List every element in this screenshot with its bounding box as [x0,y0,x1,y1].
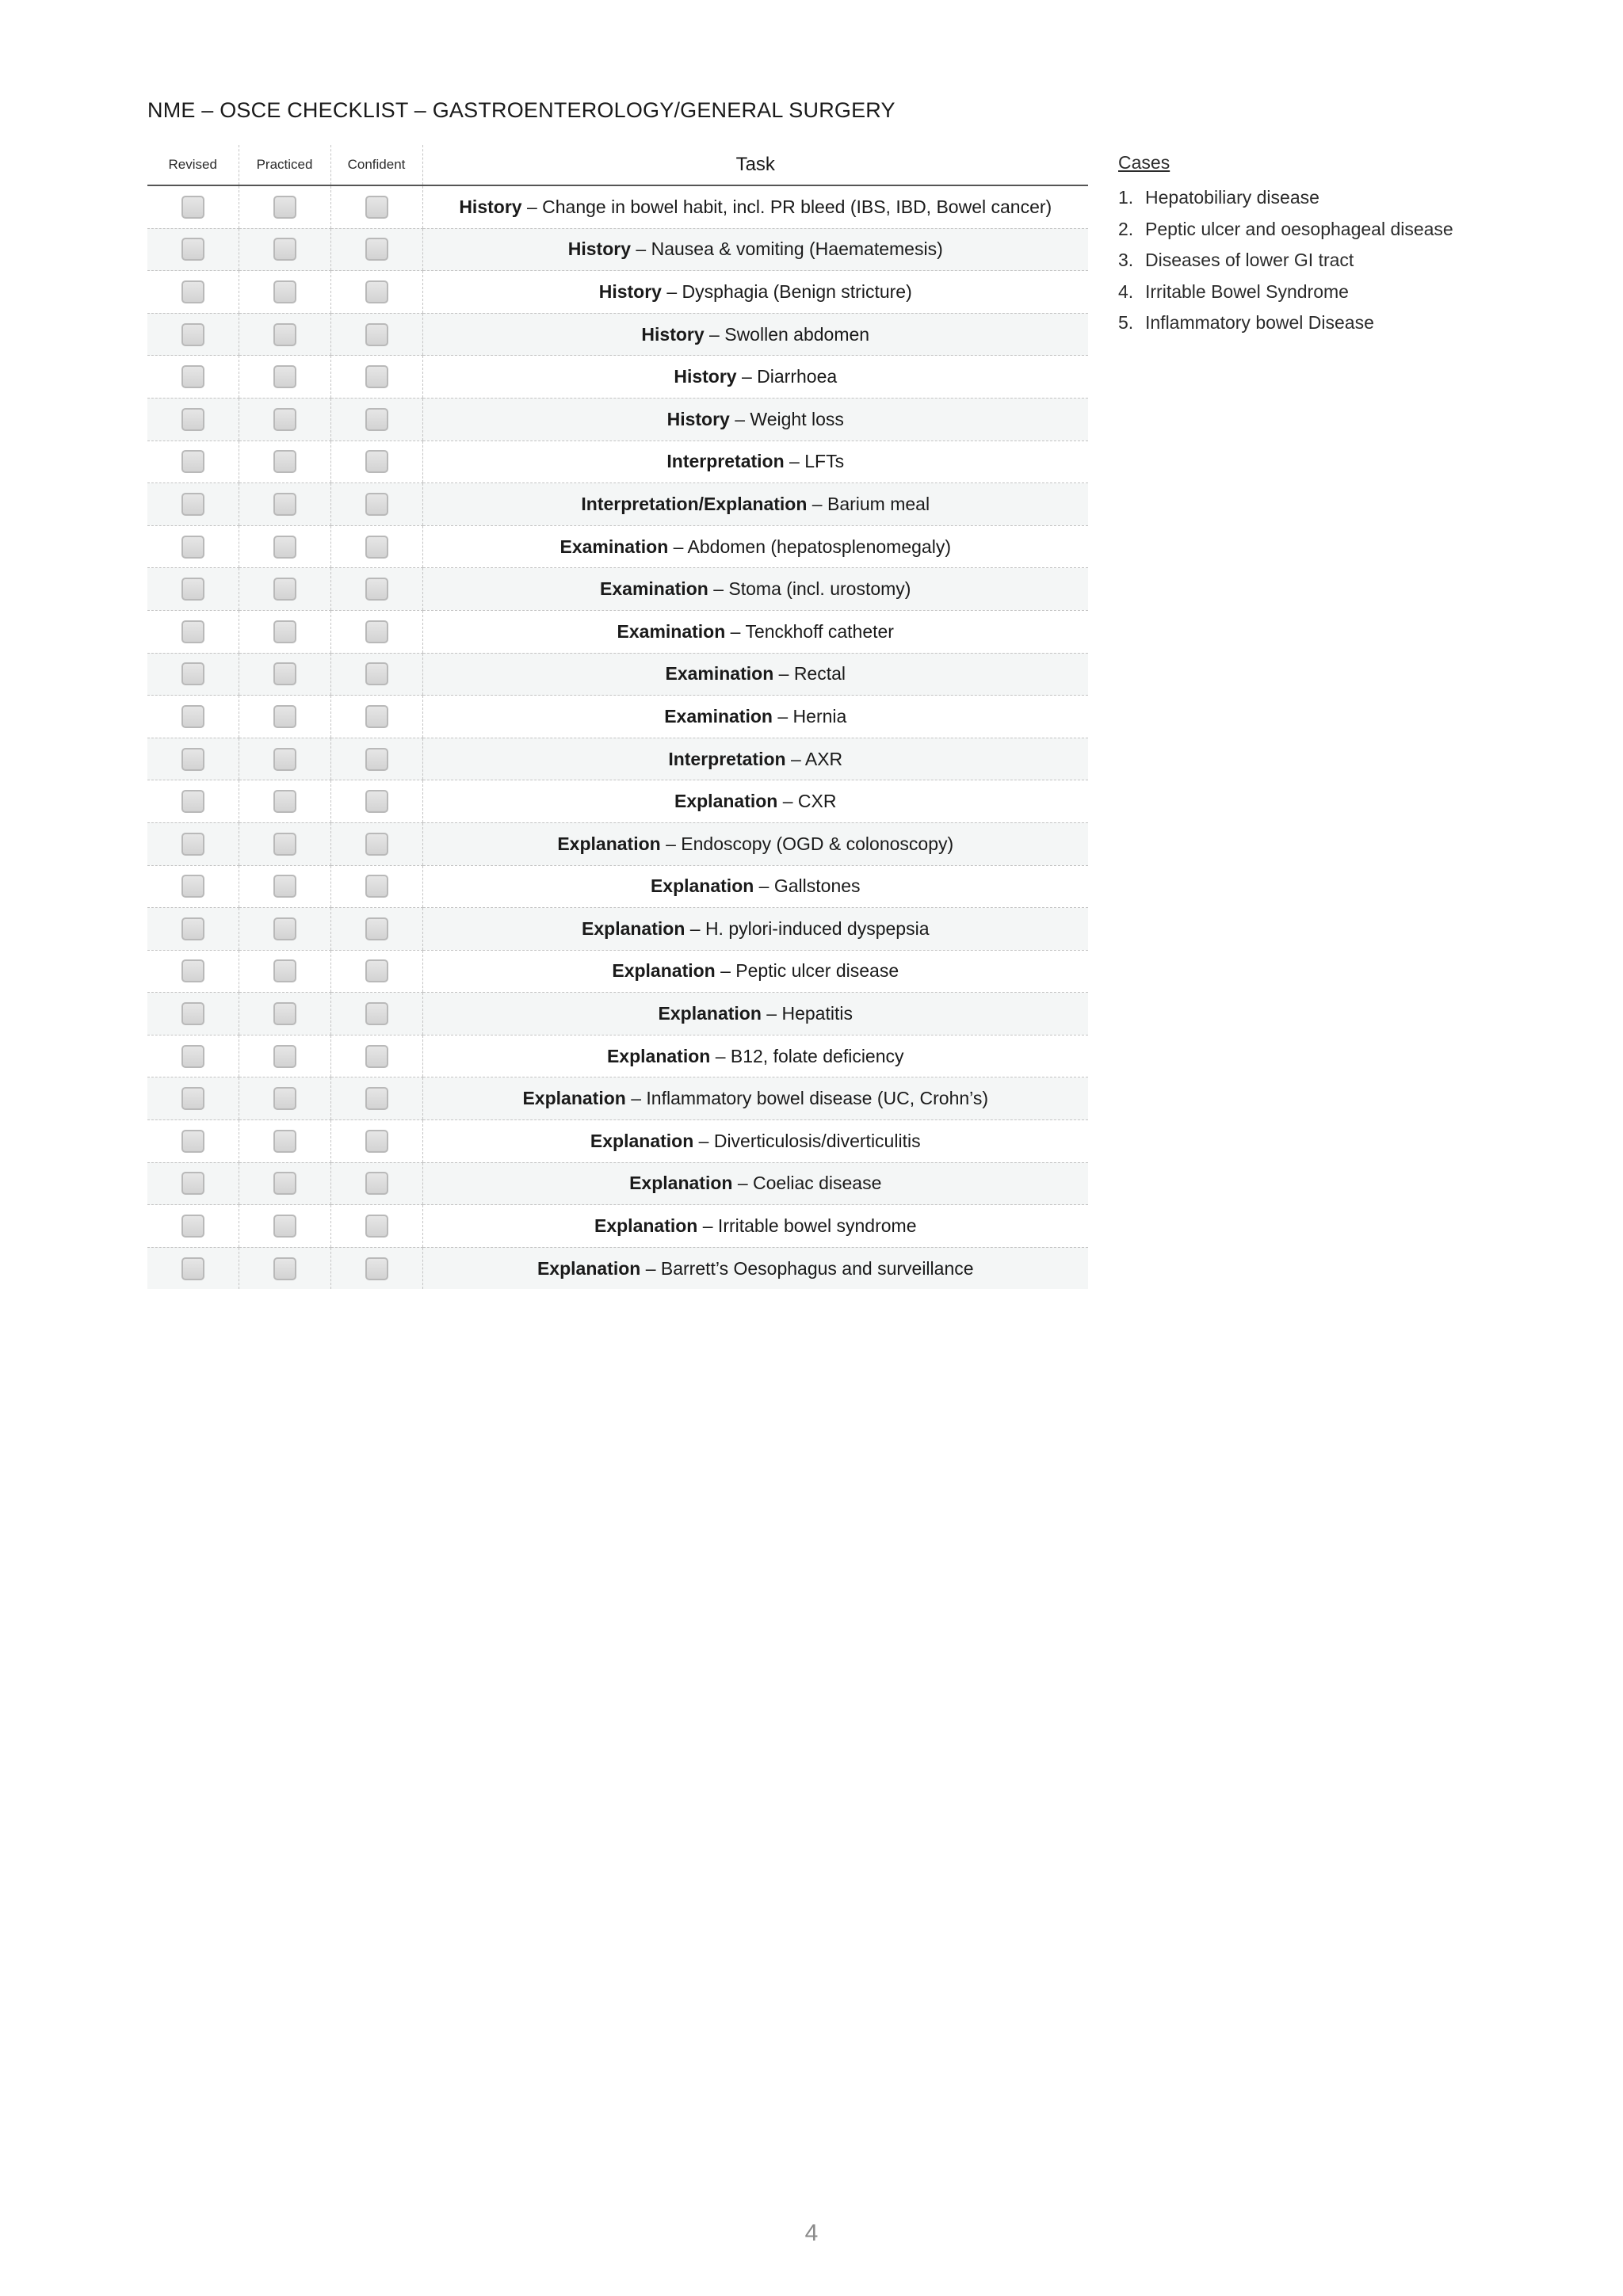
cell-revised [147,185,239,228]
table-row [147,780,1088,823]
task-detail: – Barrett’s Oesophagus and surveillance [640,1257,974,1279]
confident-checkbox[interactable] [365,196,388,219]
cases-panel [1118,152,1453,341]
task-detail: – Tenckhoff catheter [725,620,894,642]
task-category: Explanation [522,1088,626,1109]
cell-confident [330,993,422,1035]
revised-checkbox[interactable] [181,365,204,388]
cell-practiced [239,780,330,823]
case-label: Hepatobiliary disease [1145,187,1319,208]
cell-practiced [239,441,330,483]
task-cell [422,610,1088,653]
task-detail: – Change in bowel habit, incl. PR bleed (IBS, IBD, Bowel cancer) [521,196,1052,217]
task-detail: – Hernia [772,705,847,727]
cell-practiced [239,525,330,568]
task-cell [422,483,1088,526]
cell-revised [147,1035,239,1077]
cell-confident [330,271,422,314]
table-row [147,525,1088,568]
task-detail: – Inflammatory bowel disease (UC, Crohn’s) [625,1088,989,1109]
cell-revised [147,568,239,611]
table-row [147,1205,1088,1248]
case-label: Inflammatory bowel Disease [1145,312,1374,333]
cell-confident [330,483,422,526]
task-detail: – Nausea & vomiting (Haematemesis) [631,238,943,260]
task-cell [422,696,1088,738]
task-cell [422,780,1088,823]
revised-checkbox[interactable] [181,238,204,261]
task-category: Explanation [629,1173,733,1194]
cell-revised [147,398,239,441]
task-detail: – Barium meal [807,493,930,514]
cell-practiced [239,356,330,399]
practiced-checkbox[interactable] [273,959,296,982]
task-category: Explanation [658,1003,762,1024]
table-row [147,865,1088,908]
confident-checkbox[interactable] [365,450,388,473]
task-category: Explanation [590,1130,694,1151]
table-row [147,483,1088,526]
confident-checkbox[interactable] [365,238,388,261]
confident-checkbox[interactable] [365,1045,388,1068]
case-item [1118,279,1453,311]
task-detail: – LFTs [784,451,845,472]
cell-confident [330,1247,422,1289]
practiced-checkbox[interactable] [273,536,296,559]
task-cell [422,271,1088,314]
table-row [147,653,1088,696]
confident-checkbox[interactable] [365,1002,388,1025]
cell-revised [147,271,239,314]
confident-checkbox[interactable] [365,1215,388,1238]
cell-revised [147,780,239,823]
cell-revised [147,525,239,568]
practiced-checkbox[interactable] [273,662,296,685]
revised-checkbox[interactable] [181,1045,204,1068]
cell-confident [330,696,422,738]
confident-checkbox[interactable] [365,790,388,813]
table-row [147,228,1088,271]
confident-checkbox[interactable] [365,578,388,601]
confident-checkbox[interactable] [365,748,388,771]
task-detail: – Gallstones [754,875,861,897]
task-cell [422,993,1088,1035]
revised-checkbox[interactable] [181,1215,204,1238]
cell-revised [147,696,239,738]
confident-checkbox[interactable] [365,493,388,516]
practiced-checkbox[interactable] [273,1215,296,1238]
table-row [147,441,1088,483]
cell-practiced [239,568,330,611]
task-detail: – Irritable bowel syndrome [697,1215,917,1237]
table-row [147,822,1088,865]
cell-revised [147,610,239,653]
practiced-checkbox[interactable] [273,238,296,261]
practiced-checkbox[interactable] [273,875,296,898]
case-item [1118,216,1453,248]
case-label: Irritable Bowel Syndrome [1145,280,1349,302]
task-cell [422,908,1088,951]
cell-revised [147,1162,239,1205]
task-detail: – H. pylori-induced dyspepsia [685,917,930,939]
practiced-checkbox[interactable] [273,1130,296,1153]
cell-revised [147,822,239,865]
cell-practiced [239,738,330,780]
revised-checkbox[interactable] [181,705,204,728]
task-category: History [567,238,632,260]
table-row [147,271,1088,314]
task-category: Examination [559,536,669,557]
table-row [147,950,1088,993]
header-revised: Revised [147,145,239,185]
task-category: Examination [600,578,708,600]
cell-practiced [239,398,330,441]
page-title: NME – OSCE CHECKLIST – GASTROENTEROLOGY/GENERAL SURGERY [147,98,896,122]
task-cell [422,822,1088,865]
task-category: History [598,280,662,302]
practiced-checkbox[interactable] [273,705,296,728]
cell-revised [147,1247,239,1289]
practiced-checkbox[interactable] [273,748,296,771]
cell-revised [147,483,239,526]
practiced-checkbox[interactable] [273,493,296,516]
cell-revised [147,1120,239,1163]
cell-practiced [239,993,330,1035]
page-number: 4 [804,2220,819,2246]
practiced-checkbox[interactable] [273,196,296,219]
cell-confident [330,228,422,271]
cell-confident [330,313,422,356]
revised-checkbox[interactable] [181,578,204,601]
cell-practiced [239,313,330,356]
confident-checkbox[interactable] [365,365,388,388]
task-detail: – Endoscopy (OGD & colonoscopy) [660,833,954,854]
revised-checkbox[interactable] [181,450,204,473]
confident-checkbox[interactable] [365,280,388,303]
table-header-row [147,145,1088,185]
cell-practiced [239,908,330,951]
practiced-checkbox[interactable] [273,323,296,346]
cell-confident [330,356,422,399]
task-cell [422,1035,1088,1077]
cell-practiced [239,1120,330,1163]
cell-confident [330,568,422,611]
task-cell [422,185,1088,228]
cell-confident [330,1035,422,1077]
revised-checkbox[interactable] [181,748,204,771]
task-cell [422,356,1088,399]
cell-practiced [239,271,330,314]
task-detail: – CXR [777,791,837,812]
task-category: History [459,196,522,217]
table-row [147,1077,1088,1120]
revised-checkbox[interactable] [181,323,204,346]
cell-practiced [239,865,330,908]
cell-practiced [239,950,330,993]
case-number: 3. [1118,250,1134,270]
practiced-checkbox[interactable] [273,578,296,601]
cell-confident [330,865,422,908]
task-category: Examination [665,663,774,685]
task-cell [422,525,1088,568]
practiced-checkbox[interactable] [273,1002,296,1025]
table-row [147,908,1088,951]
table-row [147,356,1088,399]
task-detail: – Swollen abdomen [704,323,870,345]
practiced-checkbox[interactable] [273,1257,296,1280]
cell-revised [147,313,239,356]
task-category: Explanation [537,1257,641,1279]
cell-confident [330,950,422,993]
cell-revised [147,738,239,780]
confident-checkbox[interactable] [365,323,388,346]
table-row [147,1247,1088,1289]
revised-checkbox[interactable] [181,408,204,431]
cell-confident [330,185,422,228]
cell-revised [147,356,239,399]
confident-checkbox[interactable] [365,1257,388,1280]
task-detail: – Abdomen (hepatosplenomegaly) [668,536,951,557]
cell-practiced [239,1035,330,1077]
task-category: Explanation [557,833,661,854]
practiced-checkbox[interactable] [273,1045,296,1068]
task-category: History [641,323,705,345]
practiced-checkbox[interactable] [273,1172,296,1195]
revised-checkbox[interactable] [181,280,204,303]
case-item [1118,247,1453,279]
practiced-checkbox[interactable] [273,1087,296,1110]
task-category: Interpretation/Explanation [581,493,808,514]
cell-practiced [239,483,330,526]
task-detail: – Diarrhoea [736,366,838,387]
task-cell [422,1205,1088,1248]
confident-checkbox[interactable] [365,705,388,728]
case-label: Peptic ulcer and oesophageal disease [1145,218,1453,239]
cell-revised [147,1205,239,1248]
task-detail: – Weight loss [729,408,844,429]
revised-checkbox[interactable] [181,1172,204,1195]
table-row [147,185,1088,228]
task-cell [422,950,1088,993]
table-row [147,696,1088,738]
task-category: History [666,408,730,429]
revised-checkbox[interactable] [181,493,204,516]
cell-confident [330,738,422,780]
task-category: Explanation [650,875,754,897]
cell-revised [147,228,239,271]
cell-confident [330,525,422,568]
task-detail: – B12, folate deficiency [710,1045,904,1066]
case-number: 5. [1118,312,1134,333]
case-label: Diseases of lower GI tract [1145,250,1354,270]
task-category: History [674,366,737,387]
revised-checkbox[interactable] [181,1130,204,1153]
task-category: Examination [664,705,773,727]
confident-checkbox[interactable] [365,536,388,559]
practiced-checkbox[interactable] [273,365,296,388]
task-detail: – Hepatitis [761,1003,853,1024]
task-detail: – Diverticulosis/diverticulitis [693,1130,921,1151]
task-cell [422,865,1088,908]
cell-practiced [239,1077,330,1120]
cases-list [1118,185,1453,341]
task-cell [422,1077,1088,1120]
confident-checkbox[interactable] [365,620,388,643]
task-category: Explanation [582,917,685,939]
revised-checkbox[interactable] [181,917,204,940]
confident-checkbox[interactable] [365,959,388,982]
revised-checkbox[interactable] [181,620,204,643]
cell-confident [330,1205,422,1248]
table-row [147,398,1088,441]
revised-checkbox[interactable] [181,1257,204,1280]
practiced-checkbox[interactable] [273,917,296,940]
cell-revised [147,993,239,1035]
cell-revised [147,950,239,993]
case-item [1118,310,1453,341]
task-cell [422,653,1088,696]
confident-checkbox[interactable] [365,1130,388,1153]
cell-confident [330,1162,422,1205]
task-cell [422,228,1088,271]
cell-revised [147,1077,239,1120]
checklist-body [147,185,1088,1289]
practiced-checkbox[interactable] [273,450,296,473]
revised-checkbox[interactable] [181,662,204,685]
cases-title: Cases [1118,152,1170,173]
confident-checkbox[interactable] [365,875,388,898]
task-detail: – Coeliac disease [732,1173,882,1194]
table-row [147,1035,1088,1077]
task-cell [422,398,1088,441]
table-row [147,1162,1088,1205]
revised-checkbox[interactable] [181,790,204,813]
header-task: Task [422,145,1088,185]
practiced-checkbox[interactable] [273,833,296,856]
case-number: 1. [1118,187,1134,208]
cell-practiced [239,822,330,865]
table-row [147,313,1088,356]
task-detail: – Stoma (incl. urostomy) [708,578,911,600]
task-category: Explanation [594,1215,698,1237]
header-practiced: Practiced [239,145,330,185]
cell-revised [147,653,239,696]
revised-checkbox[interactable] [181,833,204,856]
table-row [147,568,1088,611]
revised-checkbox[interactable] [181,536,204,559]
table-row [147,610,1088,653]
task-cell [422,313,1088,356]
task-category: Explanation [674,791,778,812]
table-row [147,993,1088,1035]
revised-checkbox[interactable] [181,1087,204,1110]
table-row [147,738,1088,780]
case-number: 4. [1118,280,1134,302]
cell-confident [330,653,422,696]
header-confident: Confident [330,145,422,185]
osce-checklist-table [147,145,1088,1289]
cell-practiced [239,1162,330,1205]
cell-confident [330,908,422,951]
cell-confident [330,610,422,653]
task-cell [422,738,1088,780]
revised-checkbox[interactable] [181,196,204,219]
cell-confident [330,1120,422,1163]
cell-confident [330,780,422,823]
cell-revised [147,441,239,483]
cell-confident [330,1077,422,1120]
confident-checkbox[interactable] [365,833,388,856]
confident-checkbox[interactable] [365,1087,388,1110]
revised-checkbox[interactable] [181,1002,204,1025]
cell-practiced [239,185,330,228]
cell-confident [330,398,422,441]
cell-practiced [239,610,330,653]
task-detail: – Peptic ulcer disease [715,960,899,982]
confident-checkbox[interactable] [365,662,388,685]
task-cell [422,1120,1088,1163]
practiced-checkbox[interactable] [273,408,296,431]
cell-practiced [239,1247,330,1289]
revised-checkbox[interactable] [181,959,204,982]
task-detail: – Rectal [773,663,846,685]
practiced-checkbox[interactable] [273,790,296,813]
task-cell [422,1247,1088,1289]
practiced-checkbox[interactable] [273,620,296,643]
confident-checkbox[interactable] [365,1172,388,1195]
revised-checkbox[interactable] [181,875,204,898]
case-item [1118,185,1453,216]
task-detail: – Dysphagia (Benign stricture) [661,280,912,302]
task-detail: – AXR [785,748,843,769]
task-cell [422,441,1088,483]
table-row [147,1120,1088,1163]
cell-practiced [239,653,330,696]
cell-practiced [239,228,330,271]
practiced-checkbox[interactable] [273,280,296,303]
cell-confident [330,822,422,865]
confident-checkbox[interactable] [365,917,388,940]
confident-checkbox[interactable] [365,408,388,431]
cell-practiced [239,1205,330,1248]
cell-revised [147,865,239,908]
case-number: 2. [1118,218,1134,239]
task-category: Explanation [606,1045,711,1066]
task-cell [422,1162,1088,1205]
task-category: Interpretation [668,748,786,769]
task-category: Explanation [612,960,716,982]
cell-confident [330,441,422,483]
task-category: Examination [617,620,726,642]
task-cell [422,568,1088,611]
cell-revised [147,908,239,951]
cell-practiced [239,696,330,738]
task-category: Interpretation [666,451,785,472]
